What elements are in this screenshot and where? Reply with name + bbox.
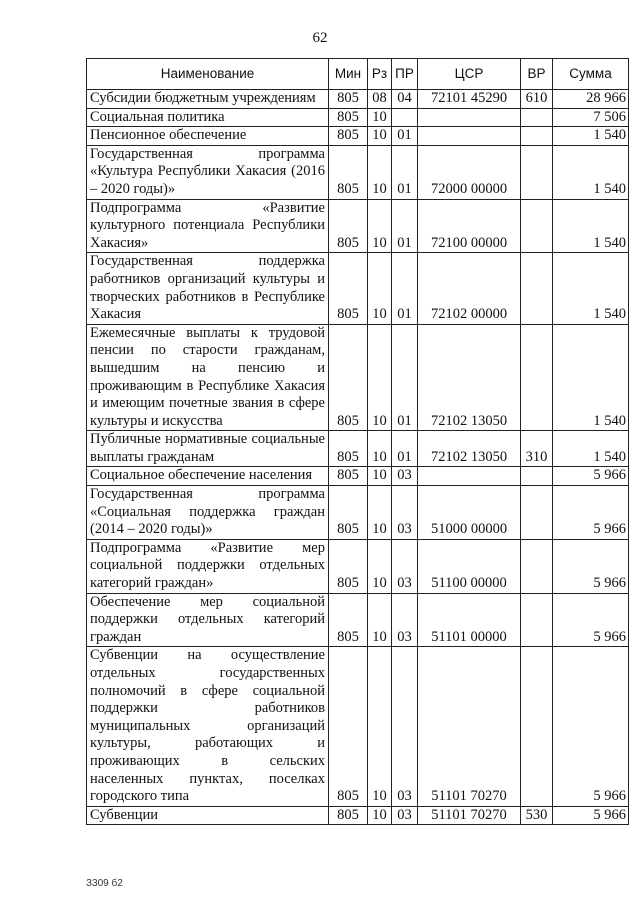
header-sum: Сумма (553, 59, 629, 90)
cell-vr (521, 486, 553, 540)
cell-min: 805 (329, 199, 368, 253)
cell-rz: 10 (368, 324, 392, 431)
cell-pr: 04 (392, 90, 418, 109)
header-vr: ВР (521, 59, 553, 90)
cell-vr (521, 253, 553, 324)
cell-rz: 10 (368, 806, 392, 825)
cell-sum: 5 966 (553, 647, 629, 806)
table-row (87, 647, 629, 806)
cell-name: Государственная поддержка работников организаций культуры и творческих работников в Республике Хакасия (87, 253, 329, 324)
cell-rz: 10 (368, 108, 392, 127)
cell-pr: 03 (392, 593, 418, 647)
cell-vr (521, 108, 553, 127)
cell-rz: 08 (368, 90, 392, 109)
cell-min: 805 (329, 431, 368, 467)
table-row (87, 593, 629, 647)
cell-rz: 10 (368, 253, 392, 324)
cell-min: 805 (329, 108, 368, 127)
cell-pr: 03 (392, 806, 418, 825)
table-row (87, 806, 629, 825)
cell-min: 805 (329, 90, 368, 109)
cell-pr: 01 (392, 127, 418, 146)
cell-rz: 10 (368, 593, 392, 647)
cell-rz: 10 (368, 127, 392, 146)
cell-name: Социальное обеспечение населения (87, 467, 329, 486)
cell-sum: 1 540 (553, 324, 629, 431)
table-row (87, 324, 629, 431)
cell-csr: 72102 13050 (418, 431, 521, 467)
cell-vr: 610 (521, 90, 553, 109)
cell-vr (521, 127, 553, 146)
cell-pr: 01 (392, 324, 418, 431)
table-row (87, 431, 629, 467)
cell-name: Подпрограмма «Развитие мер социальной поддержки отдельных категорий граждан» (87, 539, 329, 593)
cell-rz: 10 (368, 199, 392, 253)
cell-rz: 10 (368, 539, 392, 593)
cell-sum: 5 966 (553, 593, 629, 647)
cell-pr: 03 (392, 647, 418, 806)
cell-name: Пенсионное обеспечение (87, 127, 329, 146)
header-pr: ПР (392, 59, 418, 90)
table-row (87, 253, 629, 324)
cell-sum: 1 540 (553, 127, 629, 146)
cell-csr (418, 467, 521, 486)
cell-min: 805 (329, 324, 368, 431)
page-number: 62 (312, 30, 328, 46)
cell-name: Подпрограмма «Развитие культурного потенциала Республики Хакасия» (87, 199, 329, 253)
cell-pr: 01 (392, 199, 418, 253)
table-row (87, 199, 629, 253)
cell-csr: 51101 70270 (418, 647, 521, 806)
cell-vr (521, 324, 553, 431)
table-row (87, 145, 629, 199)
cell-rz: 10 (368, 467, 392, 486)
cell-sum: 1 540 (553, 253, 629, 324)
budget-table (86, 58, 629, 825)
cell-name: Обеспечение мер социальной поддержки отдельных категорий граждан (87, 593, 329, 647)
cell-name: Публичные нормативные социальные выплаты гражданам (87, 431, 329, 467)
cell-sum: 1 540 (553, 431, 629, 467)
cell-name: Государственная программа «Социальная поддержка граждан (2014 – 2020 годы)» (87, 486, 329, 540)
cell-vr (521, 539, 553, 593)
cell-csr: 51000 00000 (418, 486, 521, 540)
header-min: Мин (329, 59, 368, 90)
cell-sum: 5 966 (553, 806, 629, 825)
cell-csr (418, 127, 521, 146)
cell-vr (521, 145, 553, 199)
cell-vr: 310 (521, 431, 553, 467)
cell-sum: 28 966 (553, 90, 629, 109)
cell-vr (521, 593, 553, 647)
cell-name: Субвенции на осуществление отдельных государственных полномочий в сфере социальной поддержки работников муниципальных организаций культуры, работающих и проживающих в сельских населенных пунктах, поселках городского типа (87, 647, 329, 806)
cell-csr: 72101 45290 (418, 90, 521, 109)
table-row (87, 539, 629, 593)
cell-min: 805 (329, 539, 368, 593)
cell-pr: 01 (392, 431, 418, 467)
footer-code: З309 б2 (86, 878, 123, 889)
table-header-row (87, 59, 629, 90)
cell-csr: 72100 00000 (418, 199, 521, 253)
cell-name: Социальная политика (87, 108, 329, 127)
cell-vr (521, 647, 553, 806)
cell-min: 805 (329, 467, 368, 486)
cell-min: 805 (329, 127, 368, 146)
cell-csr: 72102 00000 (418, 253, 521, 324)
table-row (87, 108, 629, 127)
cell-vr (521, 199, 553, 253)
cell-csr: 51100 00000 (418, 539, 521, 593)
table-row (87, 486, 629, 540)
table-row (87, 127, 629, 146)
cell-min: 805 (329, 253, 368, 324)
cell-min: 805 (329, 593, 368, 647)
cell-min: 805 (329, 145, 368, 199)
cell-min: 805 (329, 806, 368, 825)
cell-pr: 03 (392, 467, 418, 486)
cell-min: 805 (329, 647, 368, 806)
cell-rz: 10 (368, 647, 392, 806)
cell-sum: 5 966 (553, 467, 629, 486)
cell-name: Субсидии бюджетным учреждениям (87, 90, 329, 109)
cell-csr: 51101 00000 (418, 593, 521, 647)
cell-rz: 10 (368, 486, 392, 540)
cell-min: 805 (329, 486, 368, 540)
cell-csr: 72000 00000 (418, 145, 521, 199)
cell-rz: 10 (368, 145, 392, 199)
cell-sum: 5 966 (553, 486, 629, 540)
cell-name: Субвенции (87, 806, 329, 825)
cell-pr: 03 (392, 539, 418, 593)
header-name: Наименование (87, 59, 329, 90)
cell-pr: 01 (392, 253, 418, 324)
cell-sum: 5 966 (553, 539, 629, 593)
cell-csr: 51101 70270 (418, 806, 521, 825)
cell-sum: 1 540 (553, 145, 629, 199)
cell-sum: 7 506 (553, 108, 629, 127)
cell-pr: 03 (392, 486, 418, 540)
cell-name: Государственная программа «Культура Республики Хакасия (2016 – 2020 годы)» (87, 145, 329, 199)
table-row (87, 467, 629, 486)
cell-vr (521, 467, 553, 486)
cell-rz: 10 (368, 431, 392, 467)
cell-csr (418, 108, 521, 127)
table-row (87, 90, 629, 109)
table-body (87, 90, 629, 825)
cell-pr: 01 (392, 145, 418, 199)
cell-pr (392, 108, 418, 127)
header-rz: Рз (368, 59, 392, 90)
cell-csr: 72102 13050 (418, 324, 521, 431)
cell-vr: 530 (521, 806, 553, 825)
cell-name: Ежемесячные выплаты к трудовой пенсии по старости гражданам, вышедшим на пенсию и проживающим в Республике Хакасия и имеющим почетные звания в сфере культуры и искусства (87, 324, 329, 431)
header-csr: ЦСР (418, 59, 521, 90)
cell-sum: 1 540 (553, 199, 629, 253)
